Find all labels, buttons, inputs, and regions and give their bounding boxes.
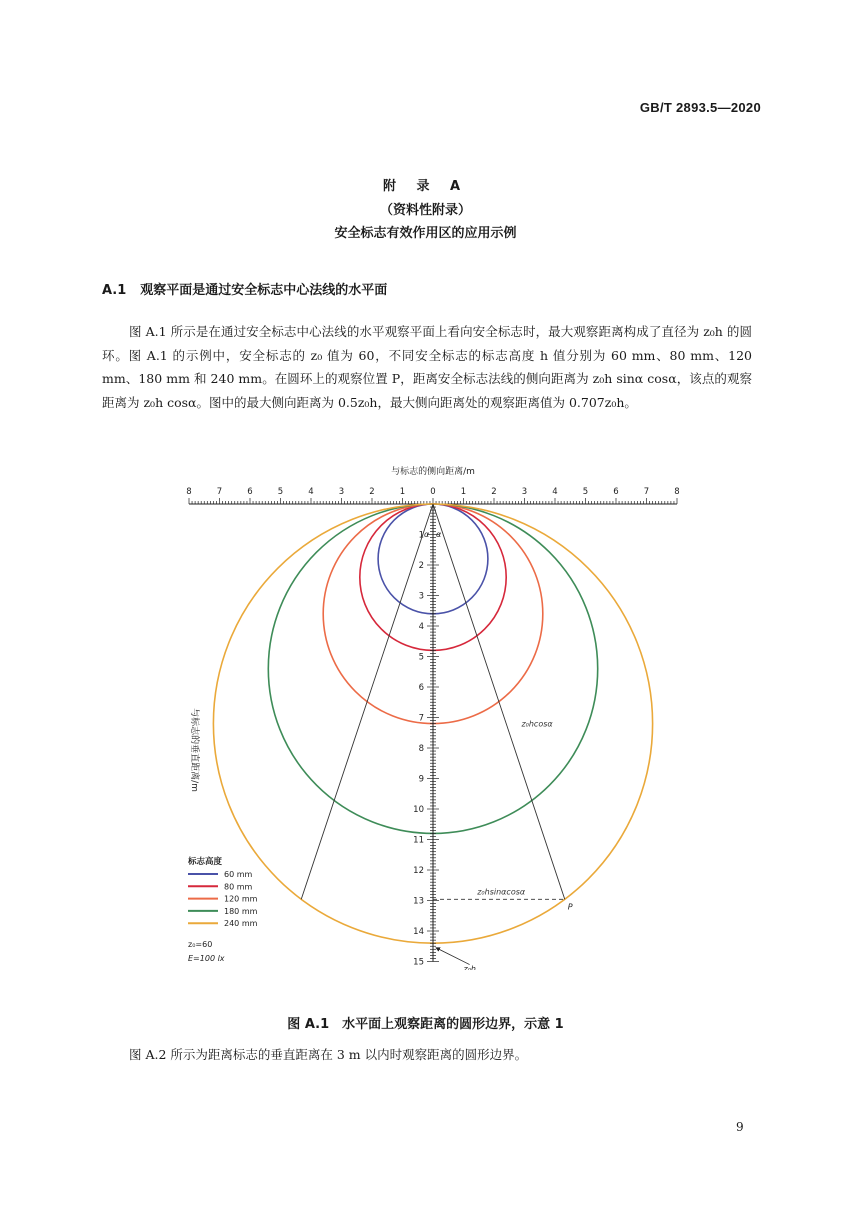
vertical-tick-label: 13 [413,896,424,907]
top-tick-label: 6 [247,487,253,497]
vertical-tick-label: 8 [418,744,424,754]
vertical-tick-label: 5 [418,652,424,663]
top-tick-label: 0 [430,487,436,497]
alpha-left-label: α [424,530,430,539]
top-tick-label: 1 [399,487,406,497]
legend-title: 标志高度 [188,857,223,867]
paragraph-2: 图 A.2 所示为距离标志的垂直距离在 3 m 以内时观察距离的圆形边界。 [129,1047,528,1062]
annex-name: 安全标志有效作用区的应用示例 [334,226,517,241]
z0-note: z₀=60 [188,940,213,949]
top-tick-label: 5 [582,487,589,497]
top-tick-label: 4 [552,487,558,497]
vertical-tick-label: 7 [418,713,424,724]
vertical-tick-label: 11 [413,835,424,846]
top-axis-label: 与标志的侧向距离/m [391,467,475,477]
sincos-distance-label: z₀hsinαcosα [477,887,526,897]
top-tick-label: 2 [491,487,497,497]
vertical-tick-label: 10 [413,805,424,815]
legend-label: 240 mm [224,919,258,929]
top-axis [186,487,679,504]
left-axis-label: 与标志的垂直距离/m [189,708,199,792]
z0h-arrow [436,948,470,965]
vertical-tick-label: 6 [418,683,424,693]
legend-label: 180 mm [224,906,258,916]
page-number: 9 [736,1120,744,1134]
vertical-tick-label: 3 [418,591,424,602]
legend-label: 80 mm [224,882,253,892]
figure-a1 [180,460,690,974]
vertical-tick-label: 15 [413,957,424,968]
alpha-right-label: α [436,530,442,539]
illuminance-note: E=100 lx [188,954,225,963]
top-tick-label: 2 [369,487,375,497]
section-title: 观察平面是通过安全标志中心法线的水平面 [140,283,388,298]
annex-title: 附 录 A [382,179,469,194]
top-tick-label: 7 [216,487,223,497]
construction-lines [301,504,573,970]
standard-number: GB/T 2893.5—2020 [639,100,761,115]
cos-distance-label: z₀hcosα [521,719,553,729]
top-tick-label: 8 [674,487,680,497]
vertical-tick-label: 1 [418,530,424,541]
z0h-label: z₀h [463,964,476,970]
top-tick-label: 4 [308,487,314,497]
top-tick-label: 3 [338,487,345,497]
figure-svg [180,460,690,970]
top-tick-label: 6 [613,487,619,497]
legend-label: 120 mm [224,894,258,904]
vertical-tick-label: 4 [418,622,424,632]
vertical-tick-label: 12 [413,866,424,876]
section-heading [102,279,387,298]
top-tick-label: 1 [460,487,467,497]
section-number: A.1 [102,283,127,298]
vertical-tick-label: 14 [413,927,424,937]
legend-label: 60 mm [224,870,253,879]
top-tick-label: 7 [643,487,650,497]
vertical-axis [413,504,439,968]
top-tick-label: 5 [277,487,284,497]
figure-caption: 图 A.1 水平面上观察距离的圆形边界，示意 1 [287,1017,564,1032]
vertical-tick-label: 9 [418,774,424,785]
top-tick-label: 3 [521,487,528,497]
annex-subtitle: （资料性附录） [379,203,471,218]
vertical-tick-label: 2 [418,561,424,571]
top-tick-label: 8 [186,487,192,497]
legend [187,856,258,963]
right-sightline [433,504,565,899]
point-p-label: P [567,902,573,912]
paragraph-1: 图 A.1 所示是在通过安全标志中心法线的水平观察平面上看向安全标志时，最大观察距离构成了直径为 z₀h 的圆环。图 A.1 的示例中，安全标志的 z₀ 值为 60，不同安全标志的标志高度 h 值分别为 60 mm、80 mm、120 mm、180 mm 和 240 mm。在圆环上的观察位置 P，距离安全标志法线的侧向距离为 z₀h sinα cosα，该点的观察距离为 z₀h cosα。图中的最大侧向距离为 0.5z₀h，最大侧向距离处的观察距离值为 0.707z₀h。 [102,324,752,410]
